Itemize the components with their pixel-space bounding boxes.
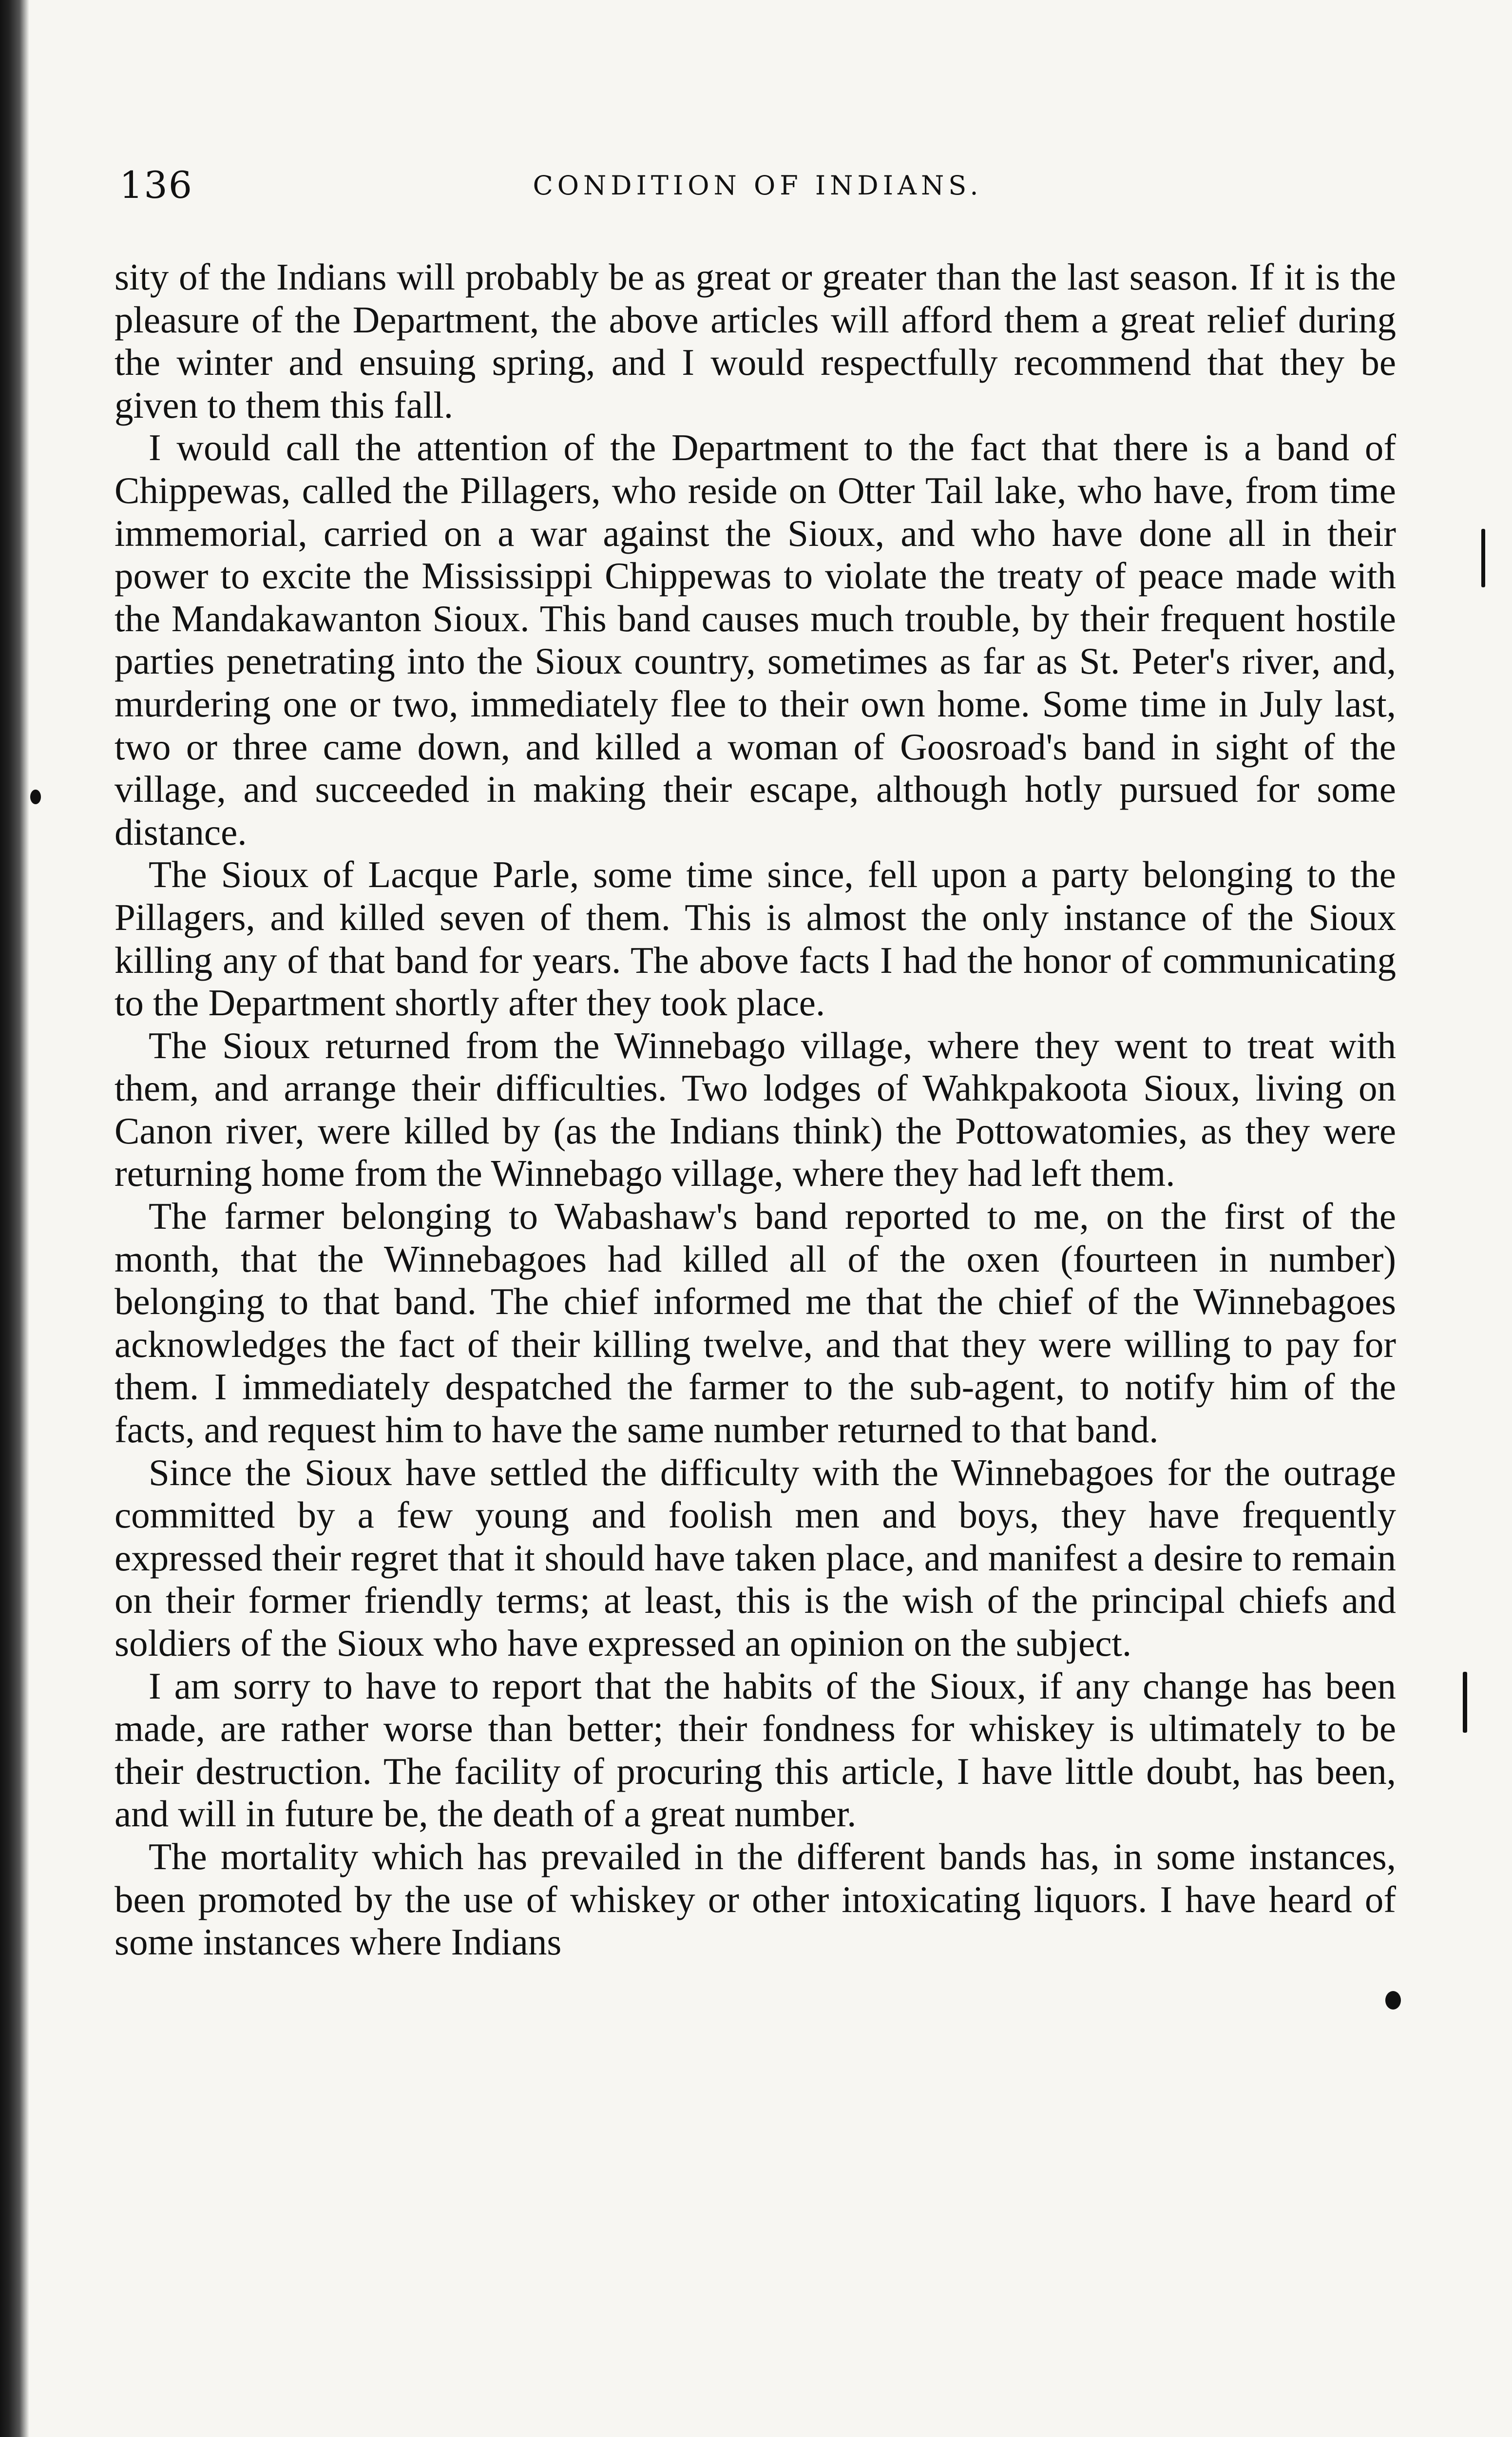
paragraph-7: I am sorry to have to report that the habits of the Sioux, if any change has been made, are rather worse than better; their fondness for whiskey is ultimately to be their destruction. The facility of procuring this article, I have little doubt, has been, and will in future be, the death of a great number. xyxy=(115,1664,1396,1835)
paragraph-5: The farmer belonging to Wabashaw's band reported to me, on the first of the month, that the Winnebagoes had killed all of the oxen (fourteen in number) belonging to that band. The chief informed me that the chief of the Winnebagoes acknowledges the fact of their killing twelve, and that they were willing to pay for them. I immediately despatched the farmer to the sub-agent, to notify him of the facts, and request him to have the same number returned to that band. xyxy=(115,1195,1396,1451)
margin-mark-bar xyxy=(1463,1672,1467,1733)
paragraph-3: The Sioux of Lacque Parle, some time since, fell upon a party belonging to the Pillagers, and killed seven of them. This is almost the only instance of the Sioux killing any of that band for years. The above facts I had the honor of communicating to the Department shortly after they took place. xyxy=(115,853,1396,1024)
ink-spot xyxy=(1385,1991,1401,2010)
paragraph-8: The mortality which has prevailed in the different bands has, in some instances, been promoted by the use of whiskey or other intoxicating liquors. I have heard of some instances where Indians xyxy=(115,1835,1396,1963)
running-head: CONDITION OF INDIANS. xyxy=(533,170,983,201)
page-header xyxy=(119,163,1396,217)
margin-mark-bar xyxy=(1481,529,1485,587)
paragraph-6: Since the Sioux have settled the difficulty with the Winnebagoes for the outrage committed by a few young and foolish men and boys, they have frequently expressed their regret that it should have taken place, and manifest a desire to remain on their former friendly terms; at least, this is the wish of the principal chiefs and soldiers of the Sioux who have expressed an opinion on the subject. xyxy=(115,1451,1396,1664)
page-number: 136 xyxy=(119,163,193,207)
paragraph-1: sity of the Indians will probably be as great or greater than the last season. If it is the pleasure of the Department, the above articles will afford them a great relief during the winter and ensuing spring, and I would respectfully recommend that they be given to them this fall. xyxy=(115,256,1396,426)
page-edge-shadow-left xyxy=(0,0,29,2437)
body-text xyxy=(115,256,1396,1964)
paragraph-4: The Sioux returned from the Winnebago village, where they went to treat with them, and arrange their difficulties. Two lodges of Wahkpakoota Sioux, living on Canon river, were killed by (as the Indians think) the Pottowatomies, as they were returning home from the Winnebago village, where they had left them. xyxy=(115,1024,1396,1195)
ink-spot xyxy=(30,790,41,804)
paragraph-2: I would call the attention of the Department to the fact that there is a band of Chippewas, called the Pillagers, who reside on Otter Tail lake, who have, from time immemorial, carried on a war against the Sioux, and who have done all in their power to excite the Mississippi Chippewas to violate the treaty of peace made with the Mandakawanton Sioux. This band causes much trouble, by their frequent hostile parties penetrating into the Sioux country, sometimes as far as St. Peter's river, and, murdering one or two, immediately flee to their own home. Some time in July last, two or three came down, and killed a woman of Goosroad's band in sight of the village, and succeeded in making their escape, although hotly pursued for some distance. xyxy=(115,426,1396,853)
